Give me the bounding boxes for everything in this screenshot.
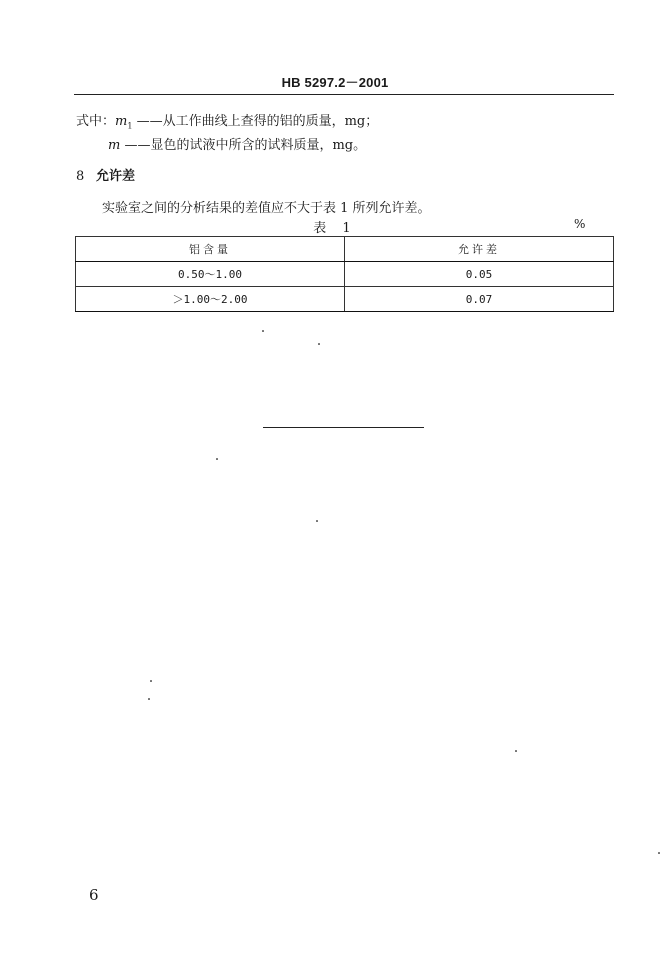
section-body-text: 实验室之间的分析结果的差值应不大于表 1 所列允许差。 [102,201,431,216]
symbol-subscript: 1 [127,121,133,131]
section-number: 8 [76,169,85,184]
table-caption: 表 1 [313,221,357,236]
cell-content-range: 0.50～1.00 [76,262,345,287]
section-heading [76,165,135,184]
definition-text: 显色的试液中所含的试料质量，mg。 [150,138,367,153]
section-title: 允许差 [96,169,136,184]
table-header-row [76,237,614,262]
scan-speck [318,343,320,345]
page-number: 6 [89,886,99,904]
scan-speck [150,680,152,682]
definition-dash: —— [124,138,151,153]
scan-speck [316,520,318,522]
cell-allowance: 0.05 [345,262,614,287]
header-allowance: 允许差 [345,237,614,262]
definition-m [108,134,366,153]
table-unit: % [574,217,586,231]
allowance-table [75,236,614,312]
page-header: HB 5297.2－2001 [281,75,389,90]
definition-m1 [76,110,378,131]
table-row [76,262,614,287]
scan-speck [262,330,264,332]
symbol-m: m [108,138,121,153]
scan-speck [216,458,218,460]
header-rule [74,94,614,95]
definition-prefix: 式中： [76,114,116,129]
scan-speck [515,750,517,752]
header-aluminium-content: 铝含量 [76,237,345,262]
scan-speck [658,852,660,854]
symbol-m: m [115,114,128,129]
scan-speck [148,698,150,700]
cell-allowance: 0.07 [345,287,614,312]
cell-content-range: ＞1.00～2.00 [76,287,345,312]
definition-text: 从工作曲线上查得的铝的质量，mg； [162,114,379,129]
definition-dash: —— [136,114,163,129]
table-row [76,287,614,312]
end-of-document-rule [263,427,424,428]
